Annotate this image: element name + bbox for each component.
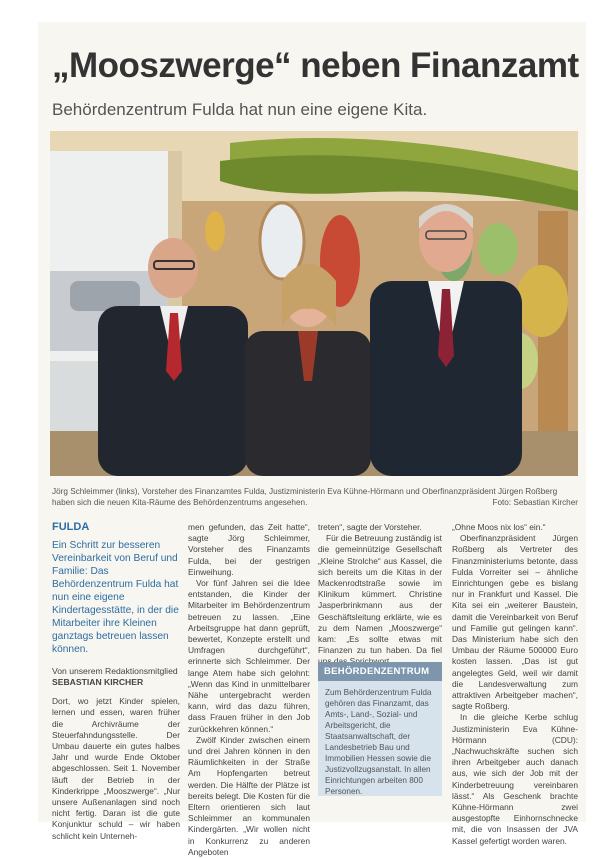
paragraph: In die gleiche Kerbe schlug Justizministerin Eva Kühne-Hörmann (CDU): „Nachwuchskräfte suchen sich ihren Arbeitgeber auch danach aus, wie sich der Job mit der Kinderbetreuung vereinbaren lässt.“ Als Geschenk brachte Kühne-Hörmann zwei ausgestopfte Einhornschnecke mit, die von Insassen der JVA Kassel gefertigt worden waren.: [452, 712, 578, 846]
column-3: [318, 522, 442, 668]
paragraph: Oberfinanzpräsident Jürgen Roßberg als Vertreter des Finanzministeriums betonte, dass Fulda Vorreiter sei – ähnliche Einrichtungen gebe es bislang nur in Frankfurt und Kassel. Die Kita sei ein „weiterer Baustein, damit die Vereinbarkeit von Beruf und Familie gut gelingen kann“. Das Ministerium habe sich den Umbau der Räume 500000 Euro kosten lassen. „Das ist gut angelegtes Geld, weil wir damit die Landesverwaltung zum attraktiven Arbeitgeber machen“, sagte Roßberg.: [452, 533, 578, 712]
headline: „Mooszwerge“ neben Finanzamt: [52, 46, 579, 85]
byline: [52, 666, 180, 688]
paragraph: men gefunden, das Zeit hatte“, sagte Jörg Schleimmer, Vorsteher des Finanzamts Fulda, bei der gestrigen Einweihung.: [188, 522, 310, 577]
paragraph: Zwölf Kinder zwischen einem und drei Jahren können in den Räumlichkeiten in der Straße Am Hopfengarten betreut werden. Die Hälfte der Plätze ist bereits belegt. Die Kosten für die Eltern orientieren sich laut Schleimmer an kommunalen Kindergärten. „Wir wollen nicht in Konkurrenz zu anderen Angeboten: [188, 734, 310, 857]
article-photo: [50, 131, 578, 476]
paragraph: Dort, wo jetzt Kinder spielen, lernen und essen, waren früher die Archivräume der Steuerfahndungsstelle. Der Umbau dauerte ein gutes halbes Jahr und wurde Ende Oktober abgeschlossen. Seit 1. November läuft der Betrieb in der Kinderkrippe „Mooszwerge“. „Nur unsere Außenanlagen sind noch nicht fertig. Daran ist die gute Konjunktur schuld – wir haben schlicht kein Unterneh-: [52, 696, 180, 841]
byline-name: SEBASTIAN KIRCHER: [52, 677, 144, 688]
caption-text: Jörg Schleimmer (links), Vorsteher des Finanzamtes Fulda, Justizministerin Eva Kühne-Hörmann und Oberfinanzpräsident Jürgen Roßberg haben sich die neuen Kita-Räume des Behördenzentrums angesehen.: [52, 487, 558, 507]
photo-credit: Foto: Sebastian Kircher: [492, 498, 578, 507]
paragraph: Für die Betreuung zuständig ist die gemeinnützige Gesellschaft „Kleine Strolche“ aus Kassel, die sich bereits um die Kitas in der Mackenrodtstraße sowie im Klinikum kümmert. Christine Jasperbrinkmann aus der Geschäftsleitung erklärte, wie es zu dem Namen „Mooszwerge“ kam: „Es sollte etwas mit Finanzen zu tun haben. Da fiel: [318, 533, 442, 656]
paragraph: „Ohne Moos nix los“ ein.“: [452, 522, 546, 532]
info-box: [318, 662, 442, 796]
column-1: [52, 522, 180, 842]
paragraph: treten“, sagte der Vorsteher.: [318, 522, 422, 532]
byline-role: Von unserem Redaktionsmitglied: [52, 666, 178, 677]
column-4: [452, 522, 578, 847]
photo-caption: [52, 486, 578, 508]
subheadline: Behördenzentrum Fulda hat nun eine eigene Kita.: [52, 100, 428, 119]
info-box-title: BEHÖRDENZENTRUM: [318, 662, 442, 681]
dateline: FULDA: [52, 521, 90, 533]
info-box-text: Zum Behördenzentrum Fulda gehören das Finanzamt, das Amts-, Land-, Sozial- und Arbeitsgericht, die Staatsanwaltschaft, der Landesbetrieb Bau und Immobilien Hessen sowie die Justizvollzugsanstalt. In allen Einrichtungen arbeiten 800 Personen.: [325, 688, 432, 796]
column-2: [188, 522, 310, 858]
paragraph: Vor fünf Jahren sei die Idee entstanden, die Kinder der Mitarbeiter im Behördenzentrum betreuen zu lassen. „Eine Arbeitsgruppe hat dann geprüft, bewertet, Konzepte erstellt und Umfragen durchgeführt“, erinnerte sich Schleimmer. Der lange Atem habe sich gelohnt: „Wenn das Kind in unmittelbarer Nähe untergebracht werden kann, wird das dazu führen, dass Frauen früher in den Job zurückkehren können.“: [188, 578, 310, 734]
teaser: Ein Schritt zur besseren Vereinbarkeit von Beruf und Familie: Das Behördenzentrum Fulda hat nun eine eigene Kindertagesstätte, in der die Mitarbeiter ihre Kleinen ganztags betreuen lassen können.: [52, 540, 179, 656]
